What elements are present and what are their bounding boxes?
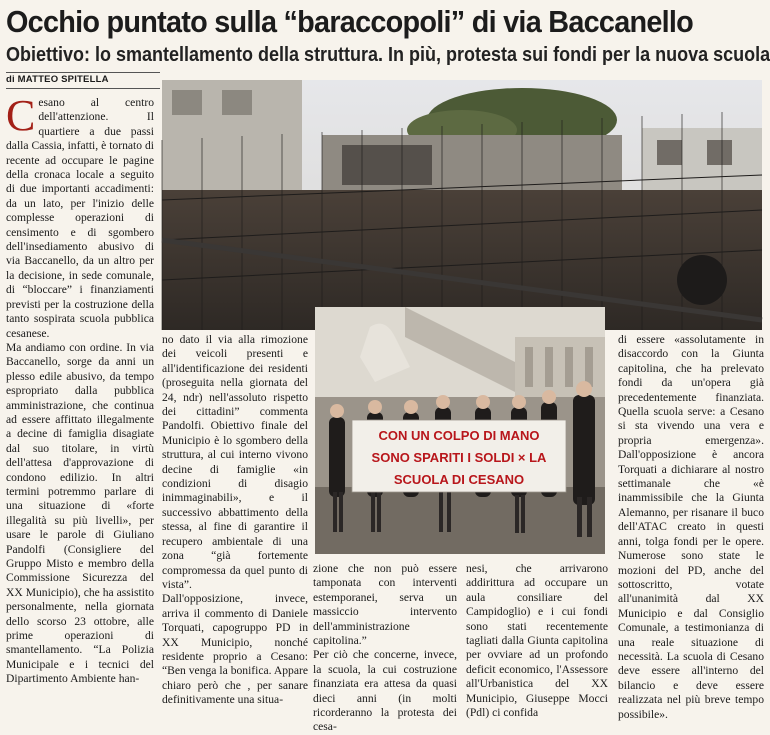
byline-rule-top	[6, 72, 160, 73]
article-paragraph: no dato il via alla rimozione dei veicoli presenti e all'identificazione dei residenti (proseguita nella giornata del 24, ndr) nell'assoluto rispetto dei cittadini” commenta Pandolfi. Obiettivo finale del Municipio è lo sgombero della struttura, al cui interno vivono decine di famiglie «in condizioni di disagio inimmaginabili», e il successivo abbattimento della stessa, al fine di garantire il recupero ambientale di una zona “già fortemente compromessa da quel punto di vista”.	[162, 333, 308, 591]
subtitle: Obiettivo: lo smantellamento della struttura. In più, protesta sui fondi per la nuova scuola	[6, 44, 770, 66]
photo-protest	[315, 307, 605, 554]
article-paragraph: zione che non può essere tamponata con interventi estemporanei, serva un massiccio intervento dell'amministrazione capitolina.”	[313, 562, 457, 648]
headline: Occhio puntato sulla “baraccopoli” di via Baccanello	[6, 4, 694, 39]
article-column-1	[6, 91, 154, 710]
byline: di MATTEO SPITELLA	[6, 74, 109, 85]
photo-baraccopoli-image	[162, 80, 762, 330]
article-paragraph: Ma andiamo con ordine. In via Baccanello, sorge da anni un plesso edile abusivo, da tempo espropriato dalla pubblica amministrazione, che continua ad essere affittato illegalmente a decine di famiglia disagiate dal suo titolare, in virtù dell'attesa d'approvazione di condono edilizio. In altri termini potremmo parlare di una situazione di «forte illegalità su più livelli», per usare le parole di Giuliano Pandolfi (Consigliere del Gruppo Misto e membro della Commissione Sicurezza del XX Municipio), che ha assistito personalmente, nella giornata dello scorso 23 ottobre, alle prime operazioni di smantellamento. “La Polizia Municipale e i tecnici del Dipartimento Ambiente han-	[6, 340, 154, 686]
article-column-2	[162, 333, 308, 711]
banner-line-2: SONO SPARITI I SOLDI × LA	[371, 450, 547, 465]
article-paragraph: di essere «assolutamente in disaccordo con la Giunta capitolina, che ha prelevato fondi da un'opera già precedentemente finanziata. Quella scuola serve: a Cesano si sta vivendo una vera e propria emergenza». Dall'opposizione è ancora Torquati a dichiarare al nostro settimanale che «è inammissibile che la Giunta Alemanno, per risanare il buco dell'ATAC creato in questi anni, tolga fondi per le opere. Numerose sono state le mozioni del PD, anche del sottoscritto, votate all'unanimità dal XX Municipio e dal Consiglio Comunale, a testimonianza di una reale situazione di necessità. La scuola di Cesano deve essere all'interno del bilancio e deve essere realizzata nel più breve tempo possibile».	[618, 333, 764, 721]
article-column-3	[313, 562, 457, 734]
banner-line-3: SCUOLA DI CESANO	[393, 472, 525, 487]
photo-baraccopoli	[162, 80, 762, 330]
article-column-4	[466, 562, 608, 720]
drop-cap: C	[6, 91, 36, 140]
article-column-5	[618, 333, 764, 721]
protest-banner	[352, 420, 566, 492]
article-text: esano al centro dell'attenzione. Il quartiere a due passi dalla Cassia, infatti, è tornato di recente ad occupare le pagine della cronaca locale a seguito di due importanti accadimenti: da un lato, per l'inizio delle complesse operazioni di censimento e di sgombero dell'insediamento abusivo di via Baccanello, da un altro per la decisione, in sede comunale, di “bloccare” i finanziamenti previsti per la costruzione della tanto sospirata scuola pubblica cesanese.	[6, 96, 154, 340]
article-paragraph: nesi, che arrivarono addirittura ad occupare un aula consiliare del Campidoglio) e i cui fondi sono stati recentemente tagliati dalla Giunta capitolina per ovviare ad un profondo deficit economico, l'Assessore all'Urbanistica del XX Municipio, Giuseppe Mocci (Pdl) ci confida	[466, 562, 608, 720]
article-paragraph	[6, 91, 154, 341]
byline-rule-bottom	[6, 88, 160, 89]
banner-line-1: CON UN COLPO DI MANO	[378, 428, 540, 443]
article-paragraph: Dall'opposizione, invece, arriva il commento di Daniele Torquati, capogruppo PD in XX Municipio, nonché residente proprio a Cesano: “Ben venga la bonifica. Appare chiaro però che , per sanare definitivamente una situa-	[162, 592, 308, 707]
photo-protest-image	[315, 307, 605, 554]
article-paragraph: Per ciò che concerne, invece, la scuola, la cui costruzione finanziata era attesa da quasi dieci anni (in molti ricorderanno la protesta dei cesa-	[313, 648, 457, 734]
